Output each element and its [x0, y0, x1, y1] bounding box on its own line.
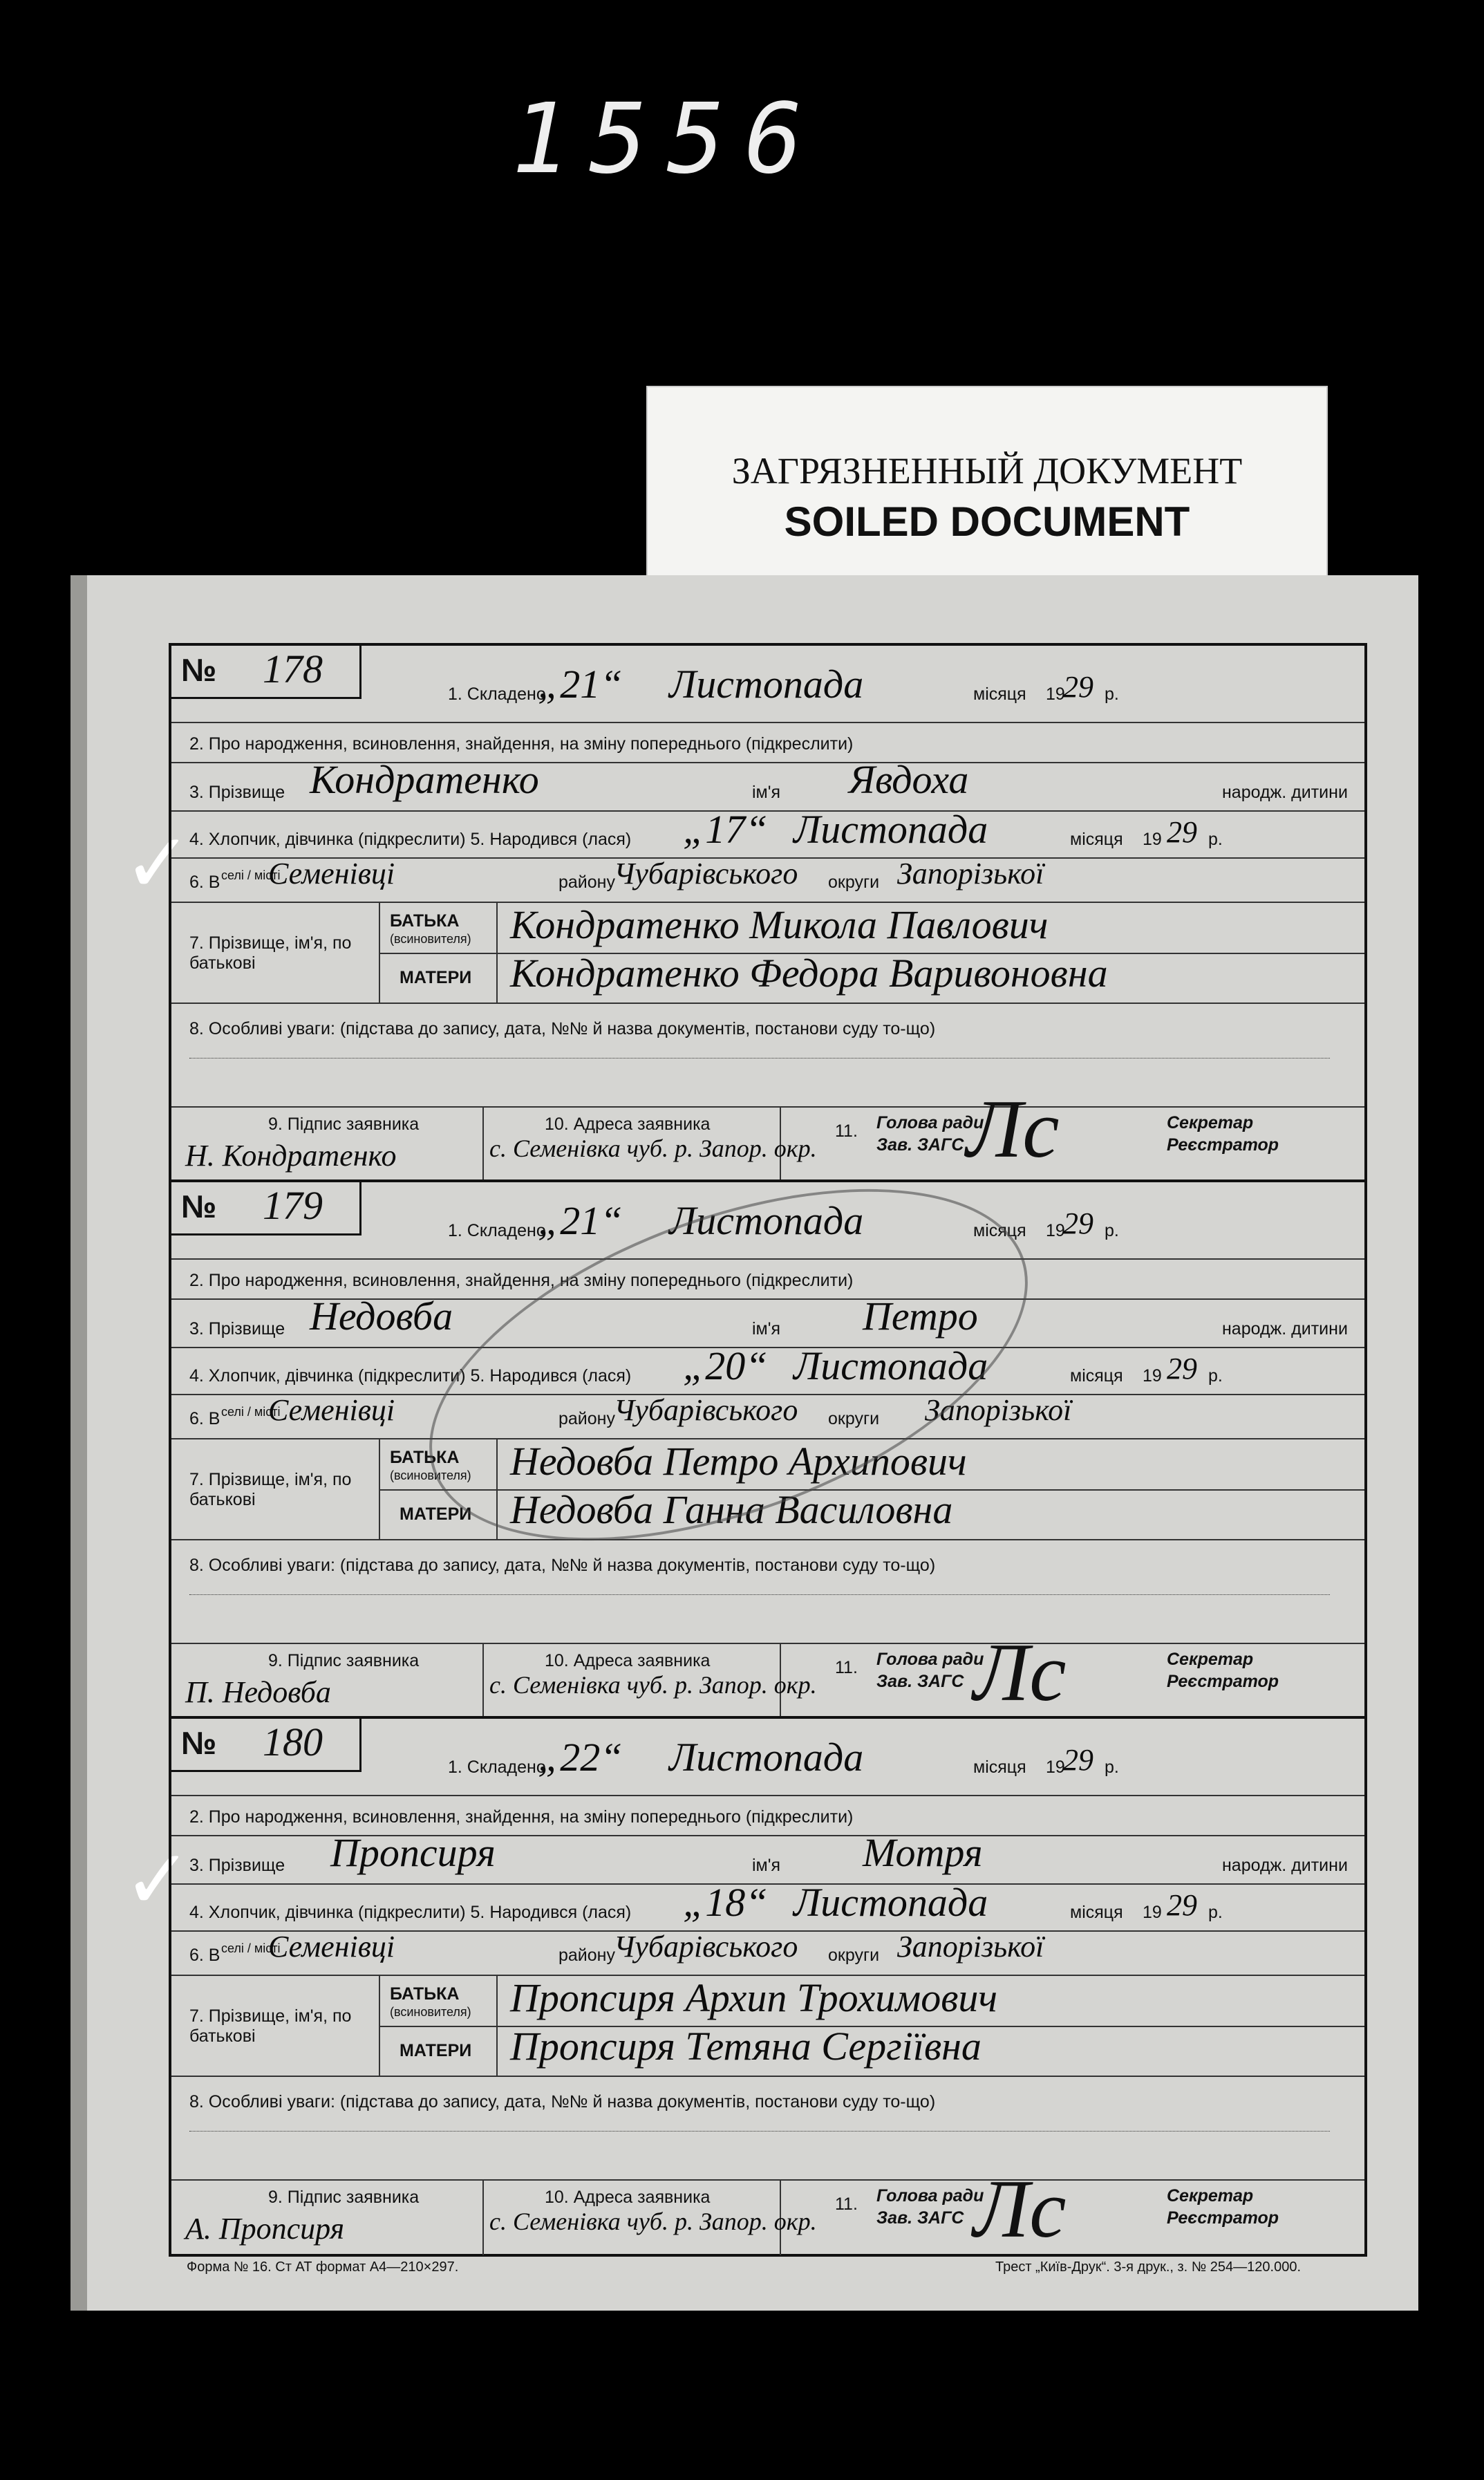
head-label: Голова ради [876, 2186, 984, 2206]
footer-printer-info: Трест „Київ-Друк“. 3-я друк., з. № 254—120.000. [995, 2259, 1302, 2275]
name-label: ім'я [752, 1319, 781, 1339]
birth-year: 29 [1167, 815, 1197, 849]
child-surname: Пропсиря [330, 1830, 496, 1875]
record-type-label: 2. Про народження, всиновлення, знайдення, на зміну попереднього (підкреслити) [189, 734, 854, 754]
gender-birth-label: 4. Хлопчик, дівчинка (підкреслити) 5. Народився (лася) [189, 1366, 632, 1386]
notes-label: 8. Особливі уваги: (підстава до запису, дата, №№ й назва документів, постанови суду то-що) [189, 2092, 936, 2111]
secretary-label: Секретар [1167, 1113, 1254, 1132]
birth-record [171, 1716, 1364, 2255]
applicant-address: с. Семенівка чуб. р. Запор. окр. [489, 1671, 817, 1699]
gender-birth-label: 4. Хлопчик, дівчинка (підкреслити) 5. Народився (лася) [189, 1903, 632, 1922]
composed-month: Листопада [669, 1735, 864, 1780]
month-label: місяця [973, 1758, 1026, 1777]
child-surname: Недовба [310, 1294, 453, 1339]
record-type-label: 2. Про народження, всиновлення, знайдення, на зміну попереднього (підкреслити) [189, 1807, 854, 1827]
name-label: ім'я [752, 783, 781, 802]
item-11-label: 11. [835, 1121, 858, 1141]
birth-month: Листопада [793, 1343, 988, 1388]
year-suffix: р. [1105, 684, 1119, 704]
father-name: Пропсиря Архип Трохимович [510, 1975, 998, 2020]
applicant-signature: А. Пропсиря [185, 2212, 345, 2246]
address-label: 10. Адреса заявника [545, 1115, 711, 1134]
gender-birth-label: 4. Хлопчик, дівчинка (підкреслити) 5. Народився (лася) [189, 830, 632, 849]
okrug-label: округи [828, 1946, 880, 1965]
parents-label: 7. Прізвище, ім'я, по батькові [189, 933, 352, 973]
birth-year-suffix: р. [1208, 1903, 1223, 1922]
number-label: № [181, 1188, 217, 1224]
archive-page-number: 1556 [511, 83, 823, 196]
month-label: місяця [973, 1221, 1026, 1240]
district: Чубарівського [614, 857, 798, 891]
composed-month: Листопада [669, 1198, 864, 1243]
paper-torn-edge [71, 575, 87, 2311]
month-label: місяця [973, 684, 1026, 704]
surname-label: 3. Прізвище [189, 1319, 285, 1339]
child-label: народж. дитини [1222, 783, 1348, 802]
father-label: БАТЬКА [390, 1448, 460, 1467]
mother-label: МАТЕРИ [400, 968, 472, 987]
mother-name: Пропсиря Тетяна Сергіївна [510, 2024, 981, 2069]
district: Чубарівського [614, 1930, 798, 1964]
zags-label: Зав. ЗАГС [876, 1672, 964, 1691]
registrar-label: Реєстратор [1167, 2208, 1279, 2228]
okrug-label: округи [828, 1409, 880, 1428]
birth-year-prefix: 19 [1143, 830, 1162, 849]
composed-day: „22“ [538, 1735, 623, 1780]
composed-label: 1. Складено [448, 684, 546, 704]
birth-year: 29 [1167, 1352, 1197, 1386]
year-prefix: 19 [1046, 684, 1065, 704]
applicant-address: с. Семенівка чуб. р. Запор. окр. [489, 1135, 817, 1162]
birth-month-label: місяця [1070, 830, 1123, 849]
composed-year: 29 [1063, 670, 1093, 704]
composed-month: Листопада [669, 662, 864, 707]
soiled-label-ru: ЗАГРЯЗНЕННЫЙ ДОКУМЕНТ [731, 450, 1243, 492]
parents-label: 7. Прізвище, ім'я, по батькові [189, 2006, 352, 2046]
father-name: Кондратенко Микола Павлович [510, 902, 1049, 947]
mother-name: Недовба Ганна Василовна [510, 1487, 953, 1532]
composed-label: 1. Складено [448, 1221, 546, 1240]
applicant-sign-label: 9. Підпис заявника [268, 1651, 420, 1670]
father-name: Недовба Петро Архипович [510, 1439, 967, 1484]
item-11-label: 11. [835, 1658, 858, 1677]
check-mark-icon: ✓ [123, 1832, 193, 1928]
child-name: Мотря [863, 1830, 983, 1875]
village: Семенівці [268, 1393, 395, 1427]
notes-label: 8. Особливі уваги: (підстава до запису, дата, №№ й назва документів, постанови суду то-що) [189, 1019, 936, 1038]
okrug: Запорізької [925, 1393, 1072, 1427]
footer-form-info: Форма № 16. Ст АТ формат А4—210×297. [187, 2259, 459, 2275]
mother-label: МАТЕРИ [400, 1504, 472, 1524]
father-small-label: (всиновителя) [390, 2005, 471, 2019]
child-surname: Кондратенко [310, 757, 539, 802]
name-label: ім'я [752, 1856, 781, 1875]
birth-day: „18“ [683, 1880, 768, 1925]
soiled-label-en: SOILED DOCUMENT [784, 498, 1190, 545]
year-suffix: р. [1105, 1221, 1119, 1240]
child-label: народж. дитини [1222, 1856, 1348, 1875]
applicant-signature: Н. Кондратенко [185, 1139, 397, 1173]
applicant-address: с. Семенівка чуб. р. Запор. окр. [489, 2208, 817, 2235]
father-small-label: (всиновителя) [390, 1469, 471, 1482]
surname-label: 3. Прізвище [189, 1856, 285, 1875]
composed-day: „21“ [538, 1198, 623, 1243]
registrar-label: Реєстратор [1167, 1672, 1279, 1691]
record-number-box [171, 1182, 361, 1236]
birth-year-suffix: р. [1208, 1366, 1223, 1386]
secretary-label: Секретар [1167, 1650, 1254, 1669]
mother-name: Кондратенко Федора Варивоновна [510, 951, 1108, 996]
district-label: району [558, 873, 615, 892]
record-type-label: 2. Про народження, всиновлення, знайдення, на зміну попереднього (підкреслити) [189, 1271, 854, 1290]
district-label: району [558, 1409, 615, 1428]
year-prefix: 19 [1046, 1221, 1065, 1240]
official-signature: Лс [973, 2163, 1067, 2255]
father-label: БАТЬКА [390, 1984, 460, 2004]
village-label: 6. В [189, 873, 220, 892]
year-suffix: р. [1105, 1758, 1119, 1777]
child-name: Явдоха [849, 757, 969, 802]
applicant-signature: П. Недовба [185, 1675, 331, 1709]
birth-month: Листопада [793, 1880, 988, 1925]
mother-label: МАТЕРИ [400, 2041, 472, 2060]
village-small-label: селі / місті [221, 1405, 281, 1419]
zags-label: Зав. ЗАГС [876, 2208, 964, 2228]
birth-record [171, 643, 1364, 1182]
soiled-document-label [646, 386, 1328, 588]
record-number-box [171, 1719, 361, 1772]
address-label: 10. Адреса заявника [545, 2188, 711, 2207]
child-name: Петро [863, 1294, 978, 1339]
item-11-label: 11. [835, 2194, 858, 2214]
village-label: 6. В [189, 1946, 220, 1965]
birth-year: 29 [1167, 1888, 1197, 1922]
head-label: Голова ради [876, 1113, 984, 1132]
head-label: Голова ради [876, 1650, 984, 1669]
composed-year: 29 [1063, 1206, 1093, 1240]
year-prefix: 19 [1046, 1758, 1065, 1777]
number-label: № [181, 1725, 217, 1761]
okrug: Запорізької [897, 1930, 1044, 1964]
village: Семенівці [268, 1930, 395, 1964]
composed-year: 29 [1063, 1743, 1093, 1777]
birth-day: „17“ [683, 807, 768, 852]
district: Чубарівського [614, 1393, 798, 1427]
record-number: 179 [263, 1183, 323, 1228]
surname-label: 3. Прізвище [189, 783, 285, 802]
check-mark-icon: ✓ [123, 816, 193, 912]
birth-year-prefix: 19 [1143, 1366, 1162, 1386]
village-small-label: селі / місті [221, 868, 281, 882]
official-signature: Лс [966, 1083, 1060, 1175]
registrar-label: Реєстратор [1167, 1135, 1279, 1155]
father-label: БАТЬКА [390, 911, 460, 931]
village-small-label: селі / місті [221, 1941, 281, 1955]
birth-month-label: місяця [1070, 1903, 1123, 1922]
village: Семенівці [268, 857, 395, 891]
composed-day: „21“ [538, 662, 623, 707]
father-small-label: (всиновителя) [390, 932, 471, 946]
official-signature: Лс [973, 1626, 1067, 1718]
birth-day: „20“ [683, 1343, 768, 1388]
record-number: 180 [263, 1719, 323, 1764]
zags-label: Зав. ЗАГС [876, 1135, 964, 1155]
birth-month-label: місяця [1070, 1366, 1123, 1386]
applicant-sign-label: 9. Підпис заявника [268, 2188, 420, 2207]
secretary-label: Секретар [1167, 2186, 1254, 2206]
parents-label: 7. Прізвище, ім'я, по батькові [189, 1470, 352, 1509]
okrug-label: округи [828, 873, 880, 892]
number-label: № [181, 652, 217, 688]
village-label: 6. В [189, 1409, 220, 1428]
record-number-box [171, 646, 361, 699]
birth-month: Листопада [793, 807, 988, 852]
child-label: народж. дитини [1222, 1319, 1348, 1339]
address-label: 10. Адреса заявника [545, 1651, 711, 1670]
applicant-sign-label: 9. Підпис заявника [268, 1115, 420, 1134]
okrug: Запорізької [897, 857, 1044, 891]
notes-label: 8. Особливі уваги: (підстава до запису, дата, №№ й назва документів, постанови суду то-що) [189, 1556, 936, 1575]
birth-year-prefix: 19 [1143, 1903, 1162, 1922]
composed-label: 1. Складено [448, 1758, 546, 1777]
birth-year-suffix: р. [1208, 830, 1223, 849]
record-number: 178 [263, 646, 323, 691]
district-label: району [558, 1946, 615, 1965]
